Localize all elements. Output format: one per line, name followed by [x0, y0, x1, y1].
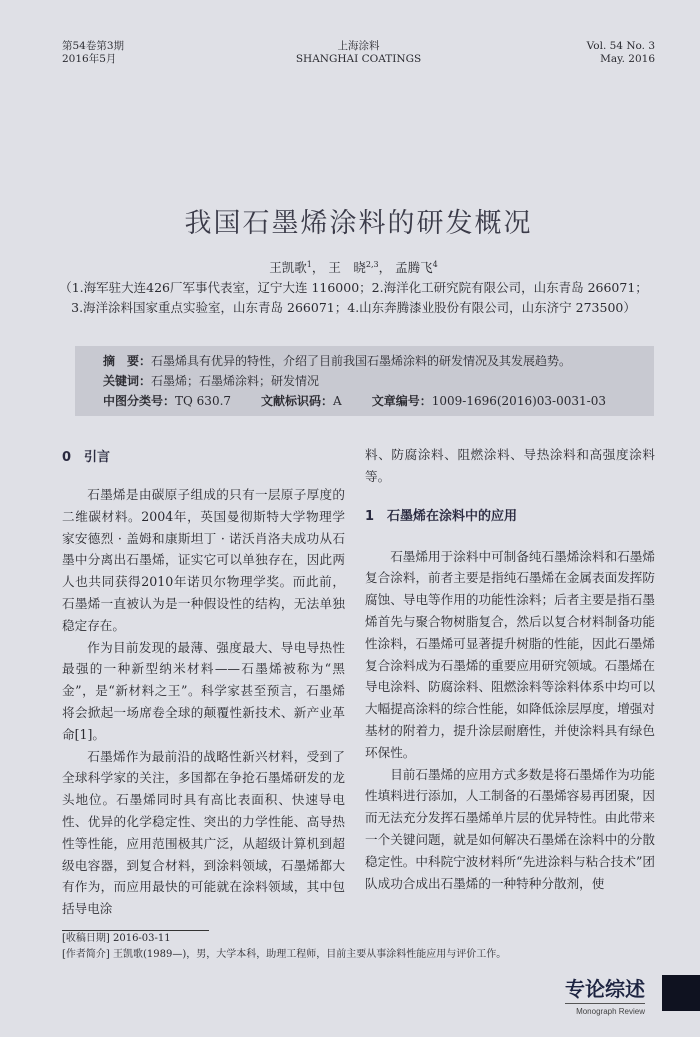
- author: 王 晓: [328, 260, 366, 275]
- received-date: [收稿日期] 2016-03-11: [62, 932, 171, 944]
- journal-name-en: SHANGHAI COATINGS: [295, 53, 422, 65]
- clc-value: TQ 630.7: [175, 394, 232, 408]
- author-sup: 2,3: [365, 259, 379, 269]
- journal-name: [260, 40, 458, 66]
- keywords: [103, 371, 640, 391]
- issue-date: 2016年5月: [62, 53, 117, 65]
- issue-info: [62, 40, 260, 66]
- paragraph: 石墨烯作为最前沿的战略性新兴材料，受到了全球科学家的关注，多国都在争抢石墨烯研发的龙头地位。石墨烯同时具有高比表面积、快速导电性、优异的化学稳定性、突出的力学性能、高导热性等性能，应用范围极其广泛，从超级计算机到超级电容器，到复合材料，到涂料领域，石墨烯都大有作为，而应用最快的可能就在涂料领域，其中包括导电涂: [62, 748, 345, 917]
- keywords-text: 石墨烯；石墨烯涂料；研发情况: [151, 374, 320, 388]
- right-column: [365, 444, 655, 894]
- author-list: 王凯歌$^1$， 王 晓$^{2,3}$， 孟腾飞$^4$: [269, 259, 438, 275]
- article-no-label: 文章编号：: [371, 394, 432, 408]
- abstract-box: [75, 346, 654, 416]
- affiliation-line: 3.海洋涂料国家重点实验室，山东青岛 266071；4.山东奔腾漆业股份有限公司，山东济宁 273500）: [71, 300, 636, 315]
- keywords-label: 关键词：: [103, 374, 152, 388]
- paragraph: 石墨烯用于涂料中可制备纯石墨烯涂料和石墨烯复合涂料，前者主要是指纯石墨烯在金属表面发挥防腐蚀、导电等作用的功能性涂料；后者主要是指石墨烯首先与聚合物树脂复合，然后以复合材料制备功能性涂料，石墨烯可显著提升树脂的性能，因此石墨烯复合涂料成为石墨烯的重要应用研究领域。石墨烯在导电涂料、防腐涂料、阻燃涂料等涂料体系中均可以大幅提高涂料的综合性能，如降低涂层厚度，增强对基材的附着力，提升涂层耐磨性，并使涂料具有绿色环保性。: [365, 548, 655, 760]
- body-columns: [62, 444, 655, 920]
- classification: [103, 391, 640, 411]
- paragraph: 石墨烯是由碳原子组成的只有一层原子厚度的二维碳材料。2004年，英国曼彻斯特大学物理学家安德烈 · 盖姆和康斯坦丁 · 诺沃肖洛夫成功从石墨中分离出石墨烯，证实它可以单独存在，因此两人也共同获得2010年诺贝尔物理学奖。而此前，石墨烯一直被认为是一种假设性的结构，无法单独稳定存在。: [62, 487, 345, 633]
- volume-issue-en: Vol. 54 No. 3: [586, 40, 656, 52]
- abstract: [103, 351, 640, 371]
- issue-info-en: [457, 40, 655, 66]
- author: 孟腾飞: [395, 260, 433, 275]
- affiliation-line: （1.海军驻大连426厂军事代表室，辽宁大连 116000；2.海洋化工研究院有限公司，山东青岛 266071；: [59, 280, 648, 295]
- author-sup: 1: [306, 259, 312, 269]
- running-header: [62, 40, 655, 66]
- column-logo-en: Monograph Review: [565, 1003, 645, 1017]
- issue-date-en: May. 2016: [600, 53, 656, 65]
- article-no-value: 1009-1696(2016)03-0031-03: [431, 394, 606, 408]
- volume-issue: 第54卷第3期: [62, 40, 125, 52]
- clc-label: 中图分类号：: [103, 394, 176, 408]
- column-logo: [565, 977, 645, 1017]
- abstract-label: 摘 要：: [103, 354, 152, 368]
- journal-name-zh: 上海涂料: [337, 40, 380, 52]
- left-column: [62, 444, 345, 920]
- paragraph: 作为目前发现的最薄、强度最大、导电导热性最强的一种新型纳米材料——石墨烯被称为“黑金”，是“新材料之王”。科学家甚至预言，石墨烯将会掀起一场席卷全球的颠覆性新技术、新产业革命[1]。: [62, 639, 345, 742]
- author: 王凯歌: [269, 260, 307, 275]
- author-bio: [作者简介] 王凯歌(1989—)，男，大学本科，助理工程师，目前主要从事涂料性能应用与评价工作。: [62, 948, 507, 960]
- paragraph: 目前石墨烯的应用方式多数是将石墨烯作为功能性填料进行添加，人工制备的石墨烯容易再团聚，因而无法充分发挥石墨烯单片层的优异特性。由此带来一个关键问题，就是如何解决石墨烯在涂料中的分散稳定性。中科院宁波材料所“先进涂料与粘合技术”团队成功合成出石墨烯的一种特种分散剂，使: [365, 766, 655, 891]
- paragraph-continued: 料、防腐涂料、阻燃涂料、导热涂料和高强度涂料等。: [365, 447, 655, 484]
- doc-code-label: 文献标识码：: [261, 394, 334, 408]
- author-sup: 4: [432, 259, 438, 269]
- section-heading: 0 引言: [62, 450, 111, 465]
- abstract-text: 石墨烯具有优异的特性，介绍了目前我国石墨烯涂料的研发情况及其发展趋势。: [151, 354, 572, 368]
- column-logo-zh: 专论综述: [565, 976, 645, 1001]
- section-tab-marker: [662, 975, 700, 1011]
- doc-code-value: A: [333, 394, 342, 408]
- logo-area: [62, 977, 655, 1017]
- section-heading: 1 石墨烯在涂料中的应用: [365, 508, 518, 524]
- article-title: 我国石墨烯涂料的研发概况: [184, 208, 533, 239]
